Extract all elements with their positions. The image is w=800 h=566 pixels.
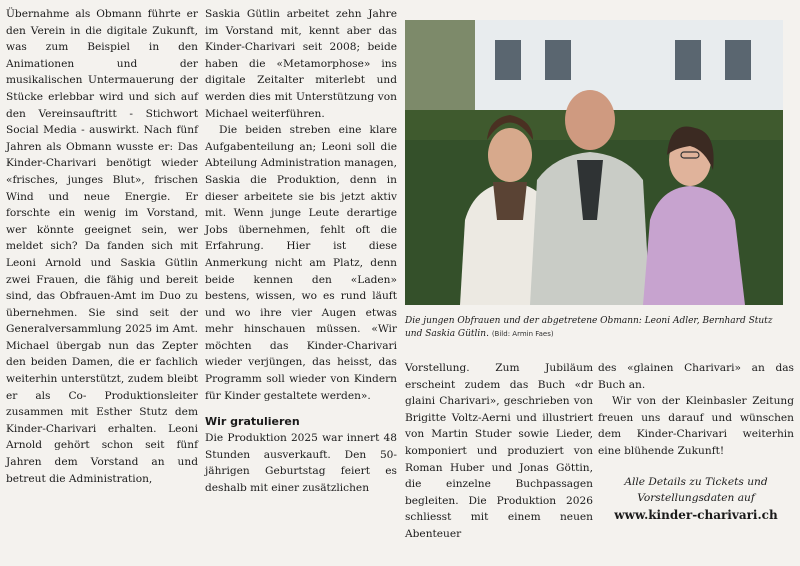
website-link[interactable]: www.kinder-charivari.ch: [614, 507, 778, 522]
photo-illustration: [405, 20, 783, 305]
photo-caption: [405, 315, 790, 341]
paragraph: Saskia Gütlin arbeitet zehn Jahre im Vorstand mit, kennt aber das Kinder-Charivari seit 2008; beide haben die «Metamorphose» ins digitale Zeitalter miterlebt und werden dies mit Unterstützung von Michael weiterführen.: [205, 8, 397, 120]
closing-note: [598, 474, 794, 524]
caption-text: Die jungen Obfrauen und der abgetretene Obmann: Leoni Adler, Bernhard Stutz und Saskia Gütlin.: [405, 316, 773, 339]
paragraph: Übernahme als Obmann führte er den Verein in die digitale Zukunft, was zum Beispiel in den Animationen und der musikalischen Untermauerung der Stücke erlebbar wird und sich auf den Vereinsauftritt - Stichwort Social Media - auswirkt. Nach fünf Jahren als Obmann wusste er: Das Kinder-Charivari benötigt wieder «frisches, junges Blut», frischen Wind und neue Energie. Er forschte ein wenig im Vorstand, wer könnte geeignet sein, wer meldet sich? Da fanden sich mit Leoni Arnold und Saskia Gütlin zwei Frauen, die fähig und bereit sind, das Obfrauen-Amt im Duo zu übernehmen. Sie sind seit der Generalversammlung 2025 im Amt. Michael übergab nun das Zepter den beiden Damen, die er fachlich weiterhin unterstützt, zudem bleibt er als Co- Produktionsleiter zusammen mit Esther Stutz dem Kinder-Charivari erhalten. Leoni Arnold gehört schon seit fünf Jahren dem Vorstand an und betreut die Administration,: [6, 8, 198, 485]
paragraph: Die Produktion 2025 war innert 48 Stunden ausverkauft. Den 50-jährigen Geburtstag feiert es deshalb mit einer zusätzlichen: [205, 432, 397, 495]
paragraph: Vorstellung. Zum Jubiläum erscheint zudem das Buch «dr glaini Charivari», geschrieben von Brigitte Voltz-Aerni und illustriert von Martin Studer sowie Lieder, komponiert und produziert von Roman Huber und Jonas Göttin, die einzelne Buchpassagen begleiten. Die Produktion 2026 schliesst mit einem neuen Abenteuer: [405, 362, 593, 540]
group-photo: [405, 20, 783, 305]
article-column-2: [205, 6, 397, 497]
article-column-4: [598, 360, 794, 523]
subheading: Wir gratulieren: [205, 415, 300, 429]
closing-line: Alle Details zu Tickets und Vorstellungsdaten auf: [624, 475, 768, 505]
paragraph: Wir von der Kleinbasler Zeitung freuen uns darauf und wünschen dem Kinder-Charivari weiterhin eine blühende Zukunft!: [598, 395, 794, 457]
article-column-1: [6, 6, 198, 487]
paragraph: des «glainen Charivari» an das Buch an.: [598, 362, 794, 391]
photo-credit: (Bild: Armin Faes): [491, 330, 554, 338]
paragraph: Die beiden streben eine klare Aufgabenteilung an; Leoni soll die Abteilung Administration managen, Saskia die Produktion, denn in dieser arbeitete sie bis jetzt aktiv mit. Wenn junge Leute derartige Jobs übernehmen, fehlt oft die Erfahrung. Hier ist diese Anmerkung nicht am Platz, denn beide kennen den «Laden» bestens, wissen, wo es rund läuft und wo ihre vier Augen etwas mehr hinschauen müssen. «Wir möchten das Kinder-Charivari wieder verjüngen, das heisst, das Programm soll wieder von Kindern für Kinder gestaltete werden».: [205, 124, 397, 402]
article-column-3: [405, 360, 593, 543]
